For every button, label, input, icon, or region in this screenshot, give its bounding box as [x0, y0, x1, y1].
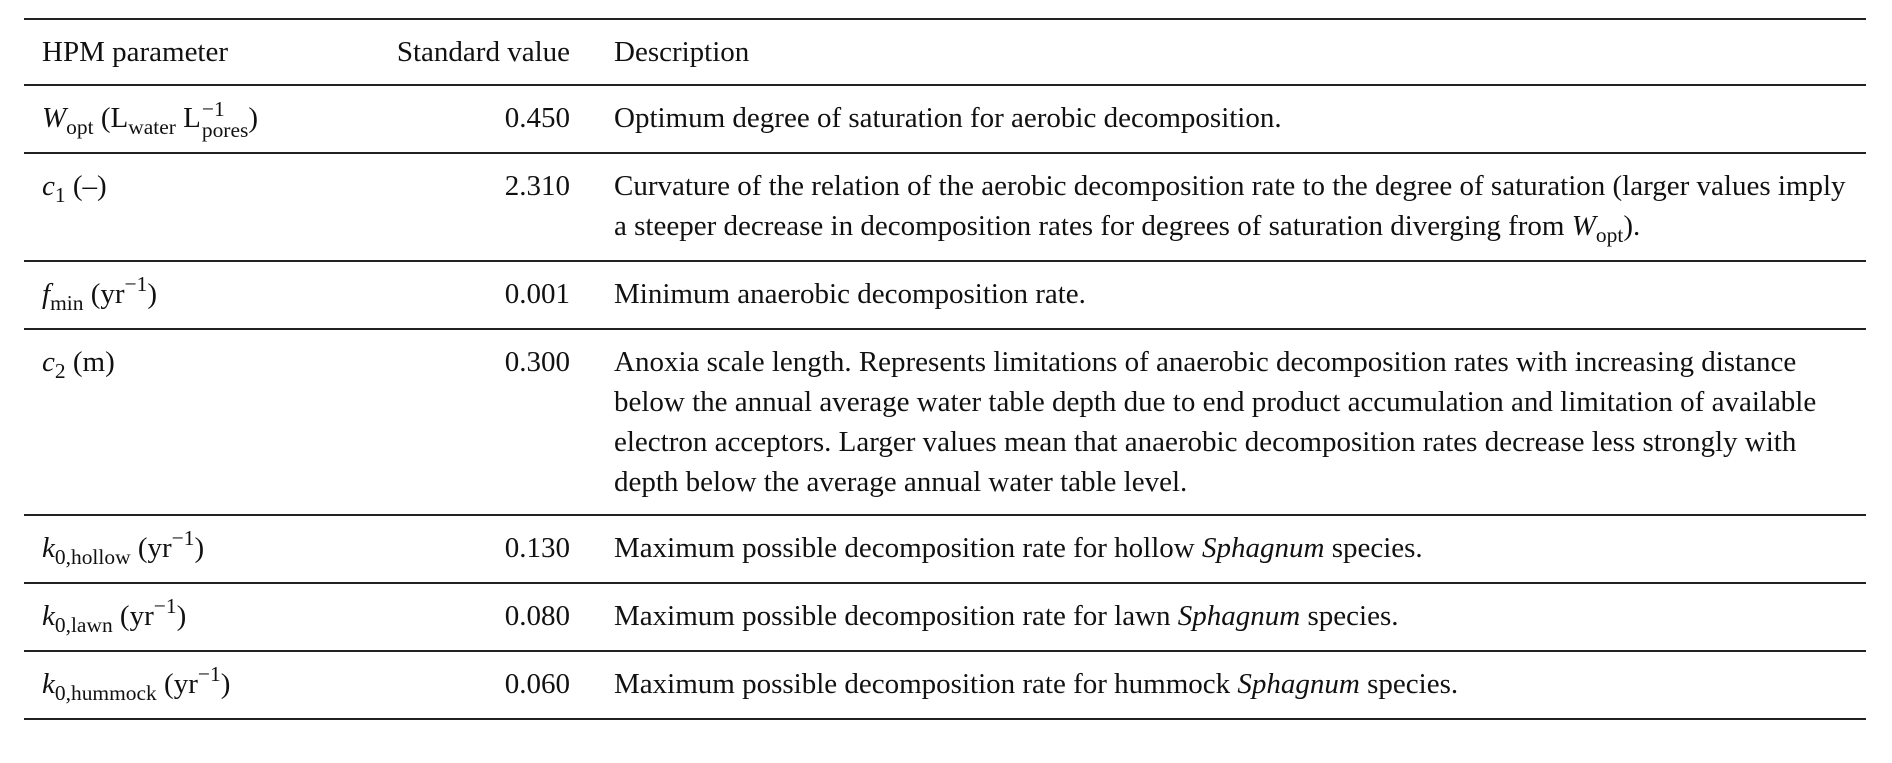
param-unit-close: )	[176, 600, 187, 632]
param-unit-sub: water	[128, 114, 176, 139]
param-symbol: f	[42, 278, 51, 310]
param-subscript: min	[50, 290, 84, 315]
desc-italic: Sphagnum	[1237, 668, 1360, 700]
desc-text-end: species.	[1300, 600, 1399, 632]
param-unit-sub2: pores	[201, 118, 249, 143]
param-cell	[24, 85, 332, 153]
param-subscript: 0,lawn	[54, 612, 113, 637]
value-cell: 0.001	[504, 278, 570, 310]
param-cell	[24, 583, 332, 651]
param-unit-open: (yr	[130, 532, 172, 564]
param-unit-open: (yr	[156, 668, 198, 700]
param-unit: (m)	[65, 346, 115, 378]
desc-cell: Minimum anaerobic decomposition rate.	[614, 278, 1086, 310]
param-unit-open: (yr	[112, 600, 154, 632]
header-row	[24, 19, 1866, 85]
param-cell	[24, 261, 332, 329]
desc-italic: Sphagnum	[1177, 600, 1301, 632]
desc-text-end: species.	[1359, 668, 1459, 700]
table-row	[24, 85, 1866, 153]
param-subscript: 2	[54, 358, 66, 383]
desc-cell	[578, 515, 1866, 583]
desc-italic: Sphagnum	[1201, 532, 1325, 564]
param-cell	[24, 329, 332, 515]
desc-text-end: species.	[1324, 532, 1423, 564]
desc-subscript: opt	[1595, 222, 1624, 247]
param-unit-supsub	[201, 96, 249, 143]
desc-text-end: ).	[1623, 210, 1641, 242]
desc-cell	[578, 651, 1866, 719]
table-body	[24, 85, 1866, 719]
desc-symbol: W	[1571, 210, 1596, 242]
table-header	[24, 19, 1866, 85]
desc-text: Maximum possible decomposition rate for lawn	[614, 600, 1178, 632]
desc-text: Curvature of the relation of the aerobic decomposition rate to the degree of saturation (larger values imply a steeper decrease in decomposition rates for degrees of saturation diverging from	[614, 170, 1846, 242]
table-row	[24, 583, 1866, 651]
param-unit-sup: −1	[171, 526, 195, 551]
param-unit-close: )	[220, 668, 231, 700]
param-subscript: 1	[54, 182, 66, 207]
desc-text: Maximum possible decomposition rate for hollow	[614, 532, 1202, 564]
param-unit-sup: −1	[124, 272, 148, 297]
param-unit-sup: −1	[197, 662, 221, 687]
table-row	[24, 153, 1866, 261]
param-symbol: k	[42, 532, 55, 564]
param-symbol: c	[42, 170, 55, 202]
param-unit-sup: −1	[153, 594, 177, 619]
param-cell	[24, 651, 332, 719]
value-cell: 0.080	[504, 600, 570, 632]
parameter-table	[24, 18, 1866, 720]
desc-cell: Optimum degree of saturation for aerobic decomposition.	[614, 102, 1282, 134]
param-unit-open: (yr	[83, 278, 125, 310]
param-cell	[24, 515, 332, 583]
value-cell: 0.300	[504, 346, 570, 378]
table-row	[24, 261, 1866, 329]
param-symbol: k	[42, 600, 55, 632]
desc-cell	[578, 583, 1866, 651]
table-row	[24, 515, 1866, 583]
desc-cell	[578, 153, 1866, 261]
param-subscript: opt	[66, 114, 94, 139]
value-cell: 0.060	[504, 668, 570, 700]
param-subscript: 0,hollow	[54, 544, 131, 569]
param-cell	[24, 153, 332, 261]
param-symbol: k	[42, 668, 55, 700]
param-unit-close: )	[147, 278, 158, 310]
value-cell: 0.450	[504, 102, 570, 134]
header-value: Standard value	[396, 36, 570, 68]
desc-cell: Anoxia scale length. Represents limitations of anaerobic decomposition rates with increasing distance below the annual average water table depth due to end product accumulation and limitation of available electron acceptors. Larger values mean that anaerobic decomposition rates decrease less strongly with depth below the average annual water table level.	[614, 346, 1817, 498]
value-cell: 0.130	[504, 532, 570, 564]
param-unit-open: (L	[93, 102, 129, 134]
table-row	[24, 651, 1866, 719]
param-symbol: W	[42, 102, 67, 134]
table-row	[24, 329, 1866, 515]
desc-text: Maximum possible decomposition rate for hummock	[614, 668, 1238, 700]
param-unit: (–)	[65, 170, 107, 202]
header-param: HPM parameter	[42, 36, 229, 68]
parameter-table-container	[24, 18, 1866, 720]
value-cell: 2.310	[504, 170, 570, 202]
header-desc: Description	[614, 36, 750, 68]
param-unit-mid: L	[175, 102, 201, 134]
param-symbol: c	[42, 346, 55, 378]
param-unit-close: )	[248, 102, 258, 134]
param-unit-sup: −1	[201, 96, 225, 121]
param-subscript: 0,hummock	[54, 680, 157, 705]
param-unit-close: )	[194, 532, 205, 564]
